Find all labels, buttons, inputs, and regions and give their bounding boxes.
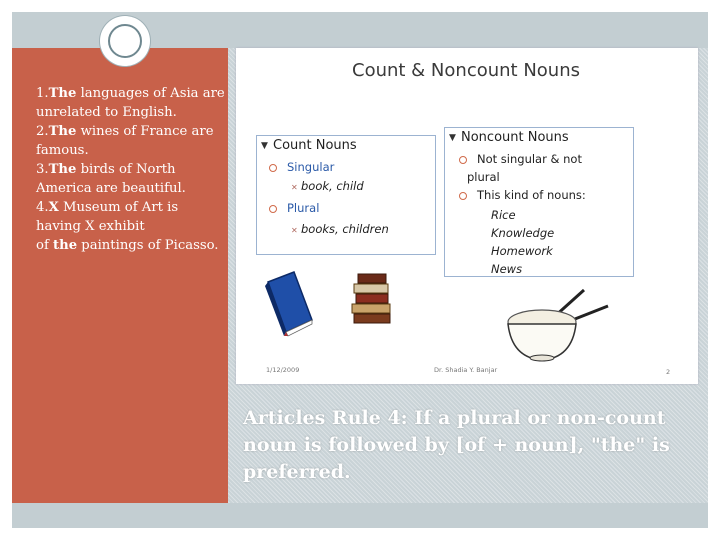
- example-item-2: 2.The wines of France are famous.: [36, 124, 214, 158]
- singular-example: book, child: [301, 179, 364, 193]
- noncount-line2: This kind of nouns:: [477, 188, 586, 202]
- embedded-slide: [236, 48, 698, 384]
- arrow-down-icon: ▼: [449, 133, 456, 143]
- bullet-x-icon: ✕: [291, 183, 298, 192]
- example-item-4: 4.X Museum of Art is having X exhibit: [36, 200, 179, 234]
- slide-footer-date: 1/12/2009: [266, 366, 300, 374]
- rule-statement: Articles Rule 4: If a plural or non-count noun is followed by [of + noun], "the" is preferred.: [243, 407, 670, 483]
- noncount-line1: Not singular & not: [477, 152, 582, 166]
- noncount-example: Homework: [491, 244, 553, 258]
- bullet-icon: [269, 164, 277, 172]
- bullet-x-icon: ✕: [291, 226, 298, 235]
- plural-example: books, children: [301, 222, 389, 236]
- circle-ornament-icon: [100, 16, 150, 66]
- noncount-nouns-heading: Noncount Nouns: [461, 130, 569, 145]
- bottom-bar: [12, 503, 708, 528]
- bullet-icon: [459, 192, 467, 200]
- noncount-example: Knowledge: [491, 226, 555, 240]
- noncount-nouns-box: [444, 127, 634, 277]
- noncount-example: Rice: [491, 208, 516, 222]
- example-item-1: 1.The languages of Asia are unrelated to English.: [36, 86, 225, 120]
- singular-label: Singular: [287, 160, 335, 174]
- rice-bowl-icon: [504, 288, 616, 364]
- slide-title: Count & Noncount Nouns: [352, 60, 580, 81]
- noncount-line1b: plural: [467, 170, 500, 184]
- slide-footer-author: Dr. Shadia Y. Banjar: [434, 366, 498, 374]
- arrow-down-icon: ▼: [261, 141, 268, 151]
- plural-label: Plural: [287, 201, 320, 215]
- examples-list: [36, 84, 226, 255]
- example-item-3: 3.The birds of North America are beautiful.: [36, 162, 186, 196]
- noncount-example: News: [491, 262, 523, 276]
- example-item-4-cont: of the paintings of Picasso.: [36, 238, 219, 253]
- count-nouns-box: [256, 135, 436, 255]
- slide-page-number: 2: [666, 368, 671, 376]
- book-stack-icon: [348, 270, 396, 326]
- blue-book-icon: [260, 270, 318, 338]
- bullet-icon: [269, 205, 277, 213]
- bullet-icon: [459, 156, 467, 164]
- count-nouns-heading: Count Nouns: [273, 138, 357, 153]
